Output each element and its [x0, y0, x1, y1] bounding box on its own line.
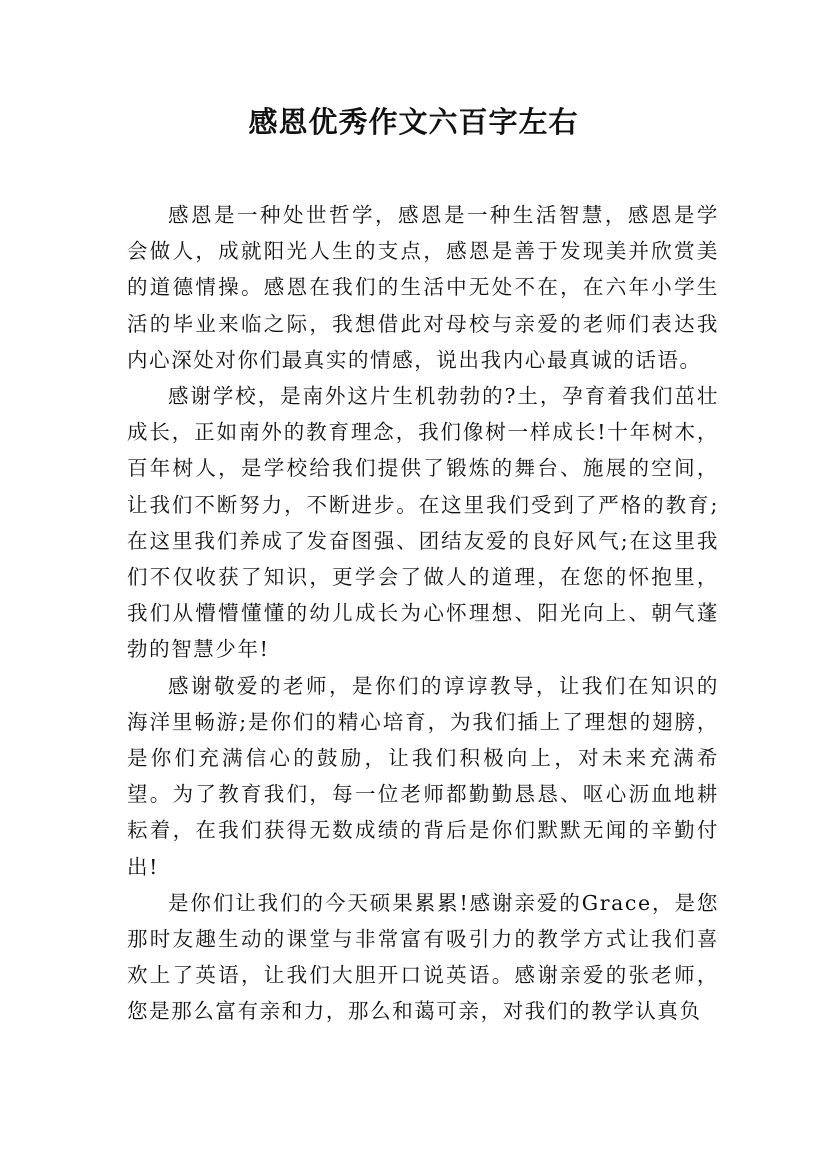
document-title: 感恩优秀作文六百字左右 — [248, 105, 579, 139]
paragraph-3: 感谢敬爱的老师，是你们的谆谆教导，让我们在知识的海洋里畅游;是你们的精心培育，为我们插上了理想的翅膀，是你们充满信心的鼓励，让我们积极向上，对未来充满希望。为了教育我们，每一位老师都勤勤恳恳、呕心沥血地耕耘着，在我们获得无数成绩的背后是你们默默无闻的辛勤付出! — [127, 673, 719, 879]
document-body — [127, 197, 719, 1030]
paragraph-4: 是你们让我们的今天硕果累累!感谢亲爱的Grace，是您那时友趣生动的课堂与非常富有吸引力的教学方式让我们喜欢上了英语，让我们大胆开口说英语。感谢亲爱的张老师，您是那么富有亲和力，那么和蔼可亲，对我们的教学认真负 — [127, 890, 719, 1024]
paragraph-1: 感恩是一种处世哲学，感恩是一种生活智慧，感恩是学会做人，成就阳光人生的支点，感恩是善于发现美并欣赏美的道德情操。感恩在我们的生活中无处不在，在六年小学生活的毕业来临之际，我想借此对母校与亲爱的老师们表达我内心深处对你们最真实的情感，说出我内心最真诚的话语。 — [127, 203, 719, 372]
paragraph-2: 感谢学校，是南外这片生机勃勃的?土，孕育着我们茁壮成长，正如南外的教育理念，我们像树一样成长!十年树木，百年树人，是学校给我们提供了锻炼的舞台、施展的空间，让我们不断努力，不断进步。在这里我们受到了严格的教育;在这里我们养成了发奋图强、团结友爱的良好风气;在这里我们不仅收获了知识，更学会了做人的道理，在您的怀抱里，我们从懵懵懂懂的幼儿成长为心怀理想、阳光向上、朝气蓬勃的智慧少年! — [127, 384, 719, 662]
